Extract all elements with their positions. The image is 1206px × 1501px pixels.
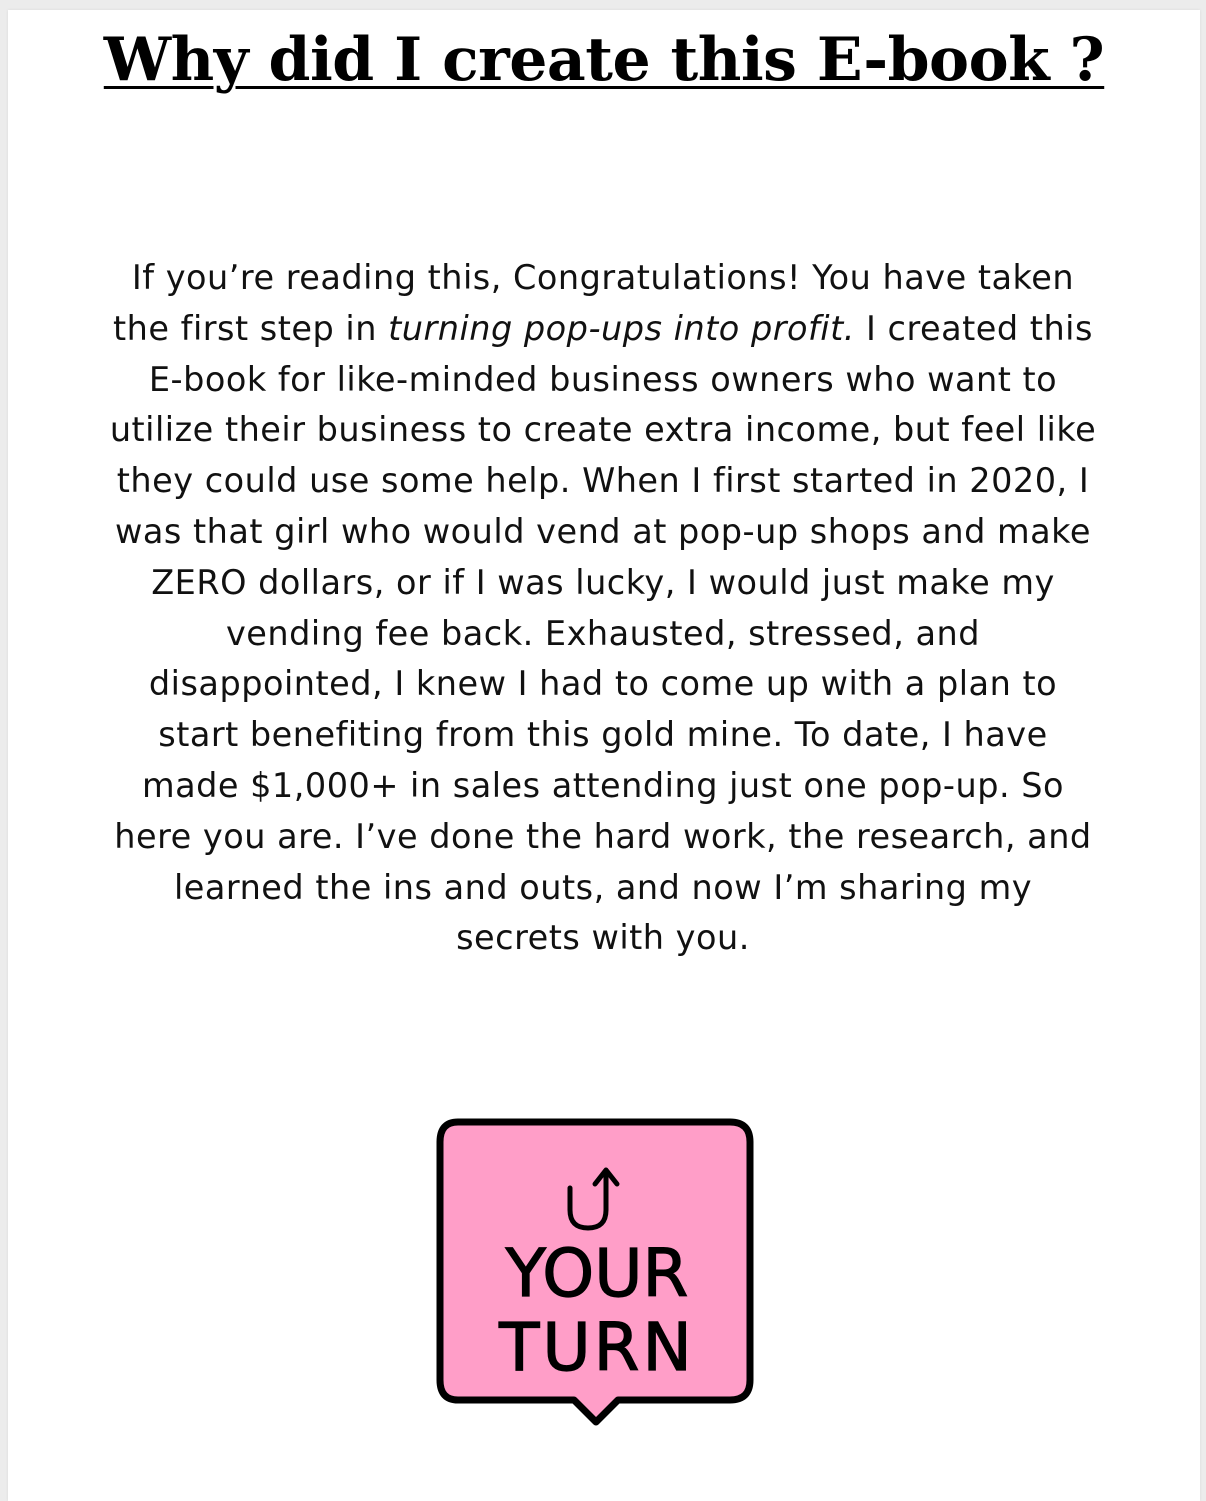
- paragraph-part-2: I created this E-book for like-minded business owners who want to utilize their business to create extra income, but feel like they could use some help. When I first started in 2020, I was that girl who would vend at pop-up shops and make ZERO dollars, or if I was lucky, I would just make my vending fee back. Exhausted, stressed, and disappointed, I knew I had to come up with a plan to start benefiting from this gold mine. To date, I have made $1,000+ in sales attending just one pop-up. So here you are. I’ve done the hard work, the research, and learned the ins and outs, and now I’m sharing my secrets with you.: [109, 308, 1097, 958]
- paragraph-part-1: If you’re reading this, Congratulations! You have taken the first step in: [113, 258, 1075, 348]
- page-title-text: Why did I create this E-book ?: [103, 25, 1105, 95]
- ebook-page: [8, 10, 1200, 1501]
- intro-paragraph: [108, 253, 1098, 964]
- page-title: [8, 20, 1200, 100]
- your-turn-badge: [436, 1118, 756, 1438]
- paragraph-emphasis: turning pop-ups into profit.: [388, 308, 855, 348]
- badge-line-your: YOUR: [505, 1235, 689, 1312]
- badge-line-turn: TURN: [499, 1309, 695, 1386]
